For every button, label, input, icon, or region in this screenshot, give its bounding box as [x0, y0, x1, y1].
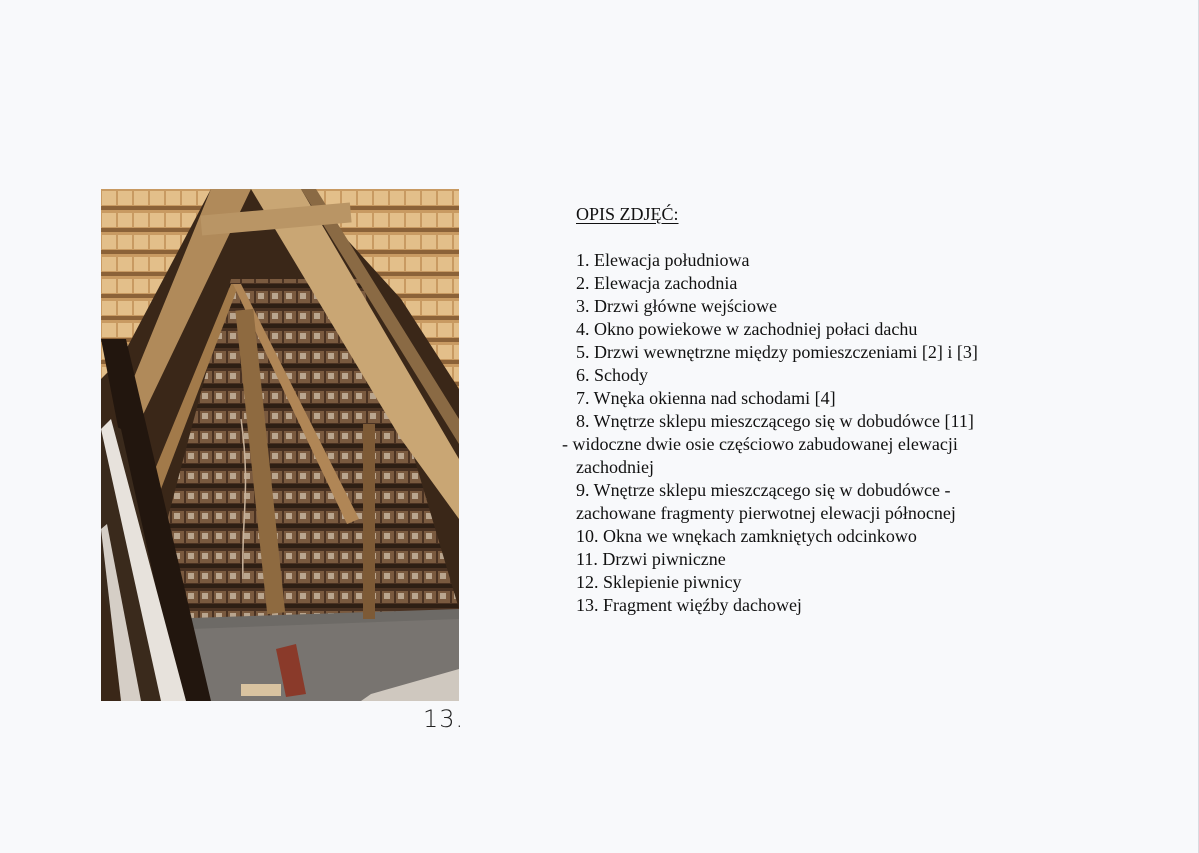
list-item: 12. Sklepienie piwnicy — [576, 572, 742, 592]
list-item: 5. Drzwi wewnętrzne między pomieszczeniami [2] i [3] — [576, 342, 978, 362]
list-item: 13. Fragment więźby dachowej — [576, 595, 802, 615]
list-item: 6. Schody — [576, 365, 648, 385]
photo-number: 13. — [423, 705, 465, 733]
list-item: 1. Elewacja południowa — [576, 250, 750, 270]
description-list — [562, 249, 1032, 617]
list-item: 9. Wnętrze sklepu mieszczącego się w dobudówce - zachowane fragmenty pierwotnej elewacji północnej — [576, 480, 956, 523]
list-item: 10. Okna we wnękach zamkniętych odcinkowo — [576, 526, 917, 546]
list-item: 4. Okno powiekowe w zachodniej połaci dachu — [576, 319, 918, 339]
list-item: 3. Drzwi główne wejściowe — [576, 296, 777, 316]
list-item: 7. Wnęka okienna nad schodami [4] — [576, 388, 836, 408]
attic-roof-truss-image — [101, 189, 459, 701]
list-item: 8. Wnętrze sklepu mieszczącego się w dobudówce [11] - widoczne dwie osie częściowo zabudowanej elewacji zachodniej — [562, 411, 974, 477]
list-item: 11. Drzwi piwniczne — [576, 549, 726, 569]
list-item: 2. Elewacja zachodnia — [576, 273, 738, 293]
description-title: OPIS ZDJĘĆ: — [576, 204, 679, 224]
attic-photo — [101, 189, 459, 701]
photo-description — [562, 203, 1032, 617]
